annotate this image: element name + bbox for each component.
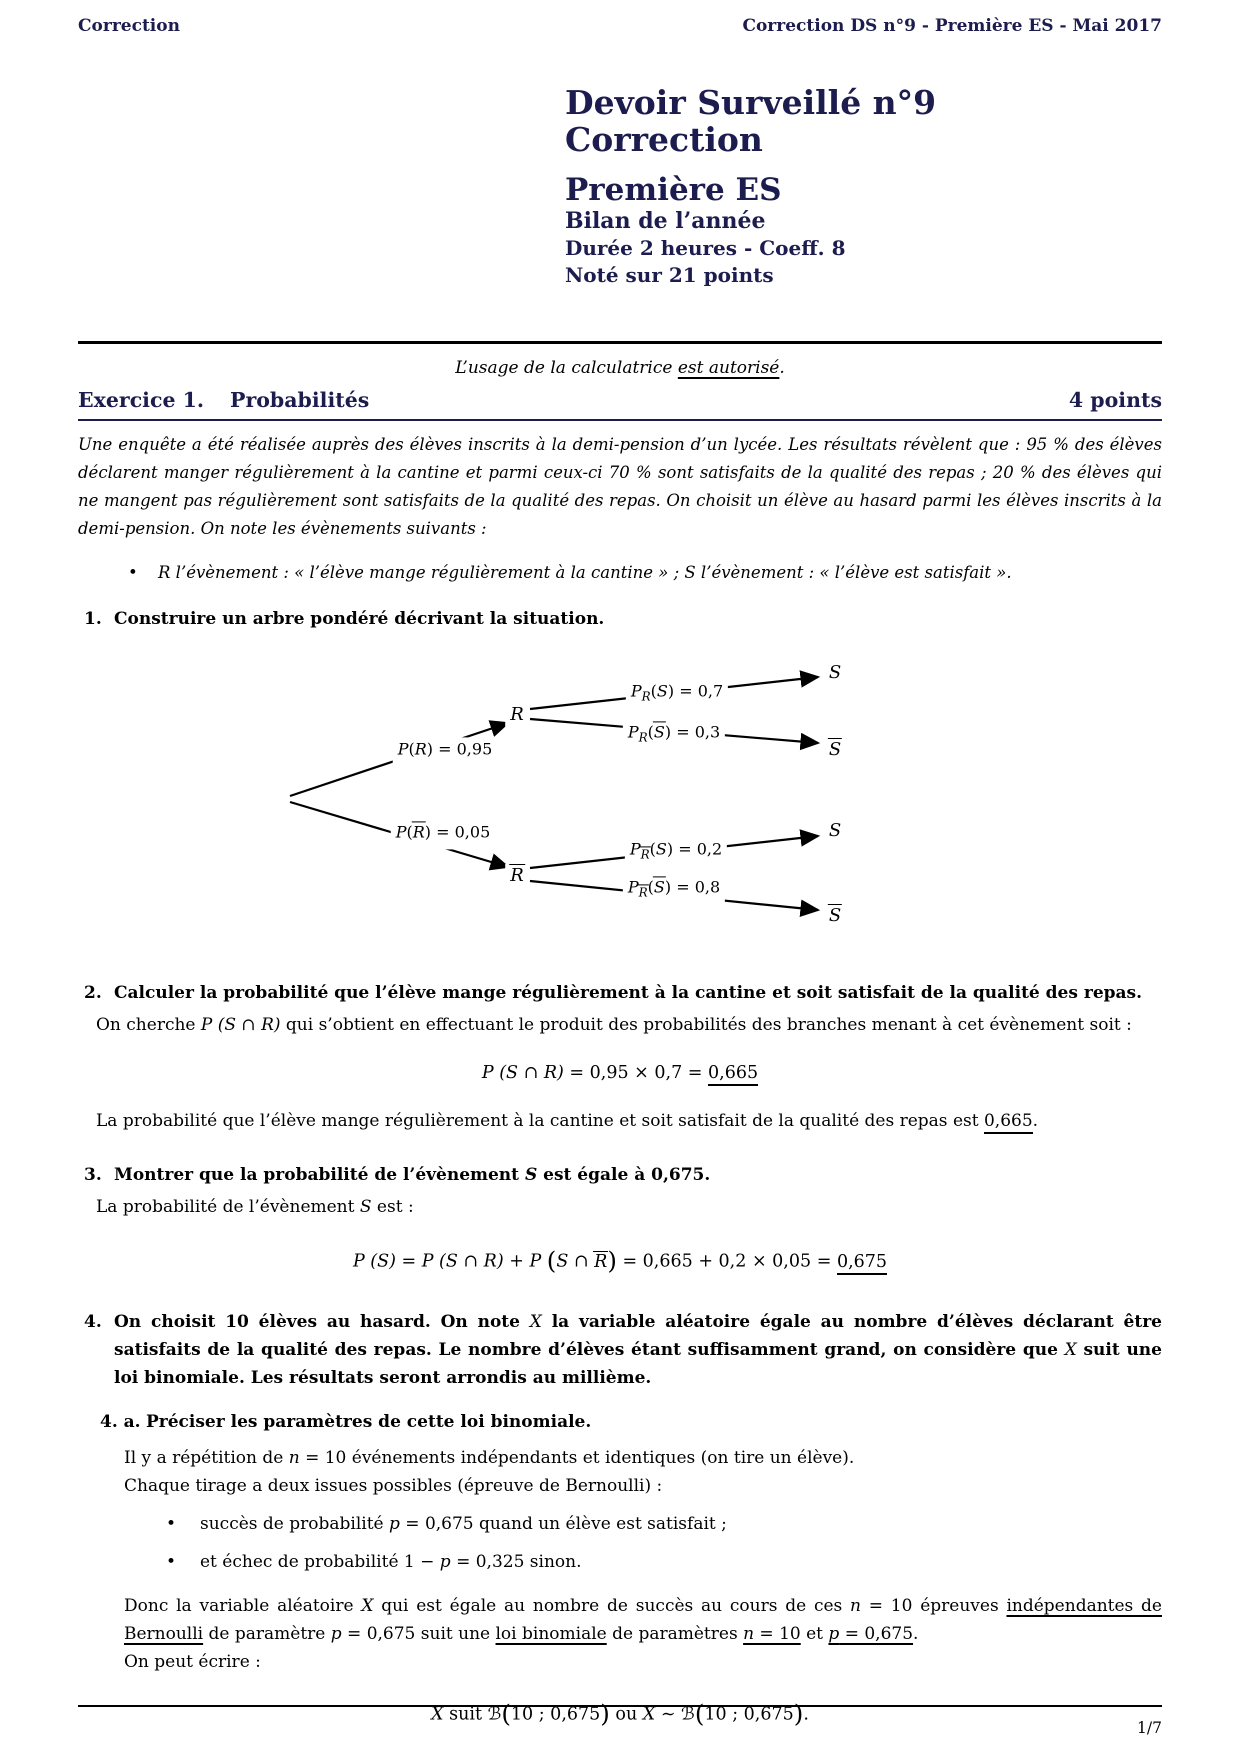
- tree-label-PRbar-S: $P_R(S) = 0,2$: [625, 837, 727, 866]
- notice-post: .: [779, 358, 785, 378]
- q4a-paragraph: Donc la variable aléatoire X qui est égale au nombre de succès au cours de ces n = 10 épreuves indépendantes de Bernoulli de paramètre p = 0,675 suit une loi binomiale de paramètres n = 10 et p = 0,675.: [124, 1595, 1162, 1644]
- underline-p-0675: p = 0,675: [828, 1623, 914, 1644]
- tree-node-Rbar: R: [505, 864, 529, 888]
- header-left-text: Correction: [78, 16, 180, 36]
- exercise-label: Exercice 1.: [78, 388, 205, 412]
- question-2-number: 2.: [84, 983, 102, 1003]
- title-class: Première ES: [565, 172, 782, 208]
- underline-loi-binomiale: loi binomiale: [495, 1623, 607, 1644]
- question-3-body: La probabilité de l’évènement S est :: [96, 1197, 414, 1217]
- tree-node-S2: S: [824, 819, 846, 843]
- exercise-title: Probabilités: [230, 388, 370, 412]
- question-2-conclusion: La probabilité que l’élève mange régulièrement à la cantine et soit satisfait de la qualité des repas est 0,665.: [96, 1107, 1162, 1135]
- question-4-text: On choisit 10 élèves au hasard. On note X la variable aléatoire égale au nombre d’élèves déclarant être satisfaits de la qualité des repas. Le nombre d’élèves étant suffisamment grand, on considère que X suit une loi binomiale. Les résultats seront arrondis au millième.: [114, 1311, 1162, 1388]
- underline-independantes-bernoulli: indépendantes de Bernoulli: [124, 1595, 1162, 1644]
- question-4-number: 4.: [84, 1311, 102, 1332]
- tree-node-Sbar1: S: [824, 738, 846, 762]
- q4a-line-1: Il y a répétition de n = 10 événements indépendants et identiques (on tire un élève).: [124, 1447, 855, 1468]
- question-4a-number: 4. a.: [100, 1411, 141, 1432]
- question-2-heading: [78, 979, 1162, 1007]
- tree-lines: [78, 653, 1162, 949]
- rbar-overline: R: [594, 1251, 608, 1272]
- script-B: ℬ: [681, 1704, 695, 1725]
- tree-node-Sbar2: S: [824, 904, 846, 928]
- page-footer: [78, 1705, 1162, 1742]
- q4a-line-2: Chaque tirage a deux issues possibles (épreuve de Bernoulli) :: [124, 1475, 663, 1496]
- q2-conclusion-result: 0,665: [984, 1111, 1033, 1134]
- question-3-text: Montrer que la probabilité de l’évènement S est égale à 0,675.: [114, 1165, 711, 1185]
- header-right-text: Correction DS n°9 - Première ES - Mai 2017: [742, 16, 1162, 36]
- equation-q2: P (S ∩ R) = 0,95 × 0,7 = 0,665: [78, 1059, 1162, 1087]
- separator-rule: [78, 341, 1162, 344]
- tree-label-PRbar-Sbar: $P_R(S) = 0,8$: [623, 875, 725, 904]
- exercise-header: [78, 386, 1162, 421]
- tree-label-P-Rbar: P(R) = 0,05: [391, 820, 496, 849]
- title-line-2: Correction: [565, 120, 763, 159]
- probability-tree: [78, 653, 1162, 949]
- question-4-heading: [78, 1308, 1162, 1392]
- question-3-number: 3.: [84, 1165, 102, 1185]
- page-header: [78, 0, 1162, 40]
- tree-label-P-R: P(R) = 0,95: [393, 737, 498, 766]
- notice-pre: L’usage de la calculatrice: [455, 358, 678, 378]
- equation-q2-result: 0,665: [708, 1063, 758, 1086]
- title-duration: Durée 2 heures - Coeff. 8: [565, 236, 846, 260]
- tree-node-R: R: [505, 703, 529, 727]
- tree-node-S1: S: [824, 661, 846, 685]
- intro-paragraph: Une enquête a été réalisée auprès des élèves inscrits à la demi-pension d’un lycée. Les résultats révèlent que : 95 % des élèves déclarent manger régulièrement à la cantine et parmi ceux-ci 70 % sont satisfaits de la qualité des repas ; 20 % des élèves qui ne mangent pas régulièrement sont satisfaits de la qualité des repas. On choisit un élève au hasard parmi les élèves inscrits à la demi-pension. On note les évènements suivants :: [78, 435, 1162, 538]
- q4a-line-3: On peut écrire :: [124, 1651, 261, 1672]
- bullet-marker: •: [128, 563, 138, 582]
- tree-label-PR-S: $P_R(S) = 0,7$: [626, 679, 728, 708]
- tree-label-PR-Sbar: $P_R(S) = 0,3$: [623, 720, 725, 749]
- title-line-1: Devoir Surveillé n°9: [565, 83, 937, 122]
- script-B: ℬ: [487, 1704, 502, 1725]
- equation-q3: P (S) = P (S ∩ R) + P (S ∩ R) = 0,665 + 0,2 × 0,05 = 0,675: [352, 1246, 888, 1275]
- question-1-heading: [78, 605, 1162, 633]
- question-2-text: Calculer la probabilité que l’élève mange régulièrement à la cantine et soit satisfait de la qualité des repas.: [114, 983, 1143, 1003]
- equation-q3-result: 0,675: [837, 1252, 887, 1275]
- math-expr: P (S ∩ R): [200, 1015, 281, 1035]
- notice-underlined: est autorisé: [677, 358, 780, 378]
- question-1-number: 1.: [84, 609, 102, 629]
- question-4a-heading: [78, 1408, 1162, 1436]
- q4a-bullet-2: • et échec de probabilité 1 − p = 0,325 sinon.: [78, 1548, 1162, 1576]
- q4a-bullet-1: • succès de probabilité p = 0,675 quand un élève est satisfait ;: [78, 1510, 1162, 1538]
- question-3-heading: [78, 1161, 1162, 1189]
- bullet-marker: •: [166, 1513, 177, 1534]
- title-points: Noté sur 21 points: [565, 263, 774, 287]
- exercise-points: 4 points: [1068, 388, 1162, 412]
- question-4a-text: Préciser les paramètres de cette loi binomiale.: [146, 1411, 592, 1432]
- underline-n-10: n = 10: [743, 1623, 801, 1644]
- title-subtitle: Bilan de l’année: [565, 208, 766, 234]
- document-title-block: [565, 84, 1162, 289]
- events-bullet-text: R l’évènement : « l’élève mange régulièrement à la cantine » ; S l’évènement : « l’élève est satisfait ».: [158, 563, 1012, 582]
- question-1-text: Construire un arbre pondéré décrivant la situation.: [114, 609, 605, 629]
- events-bullet: [78, 559, 1162, 587]
- page-number: 1/7: [1137, 1719, 1162, 1737]
- calculator-notice: [78, 354, 1162, 382]
- question-2-body: On cherche P (S ∩ R) qui s’obtient en effectuant le produit des probabilités des branches menant à cet évènement soit :: [96, 1015, 1132, 1035]
- bullet-marker: •: [166, 1551, 177, 1572]
- equation-q4a: X suit ℬ(10 ; 0,675) ou X ∼ ℬ(10 ; 0,675).: [431, 1698, 809, 1728]
